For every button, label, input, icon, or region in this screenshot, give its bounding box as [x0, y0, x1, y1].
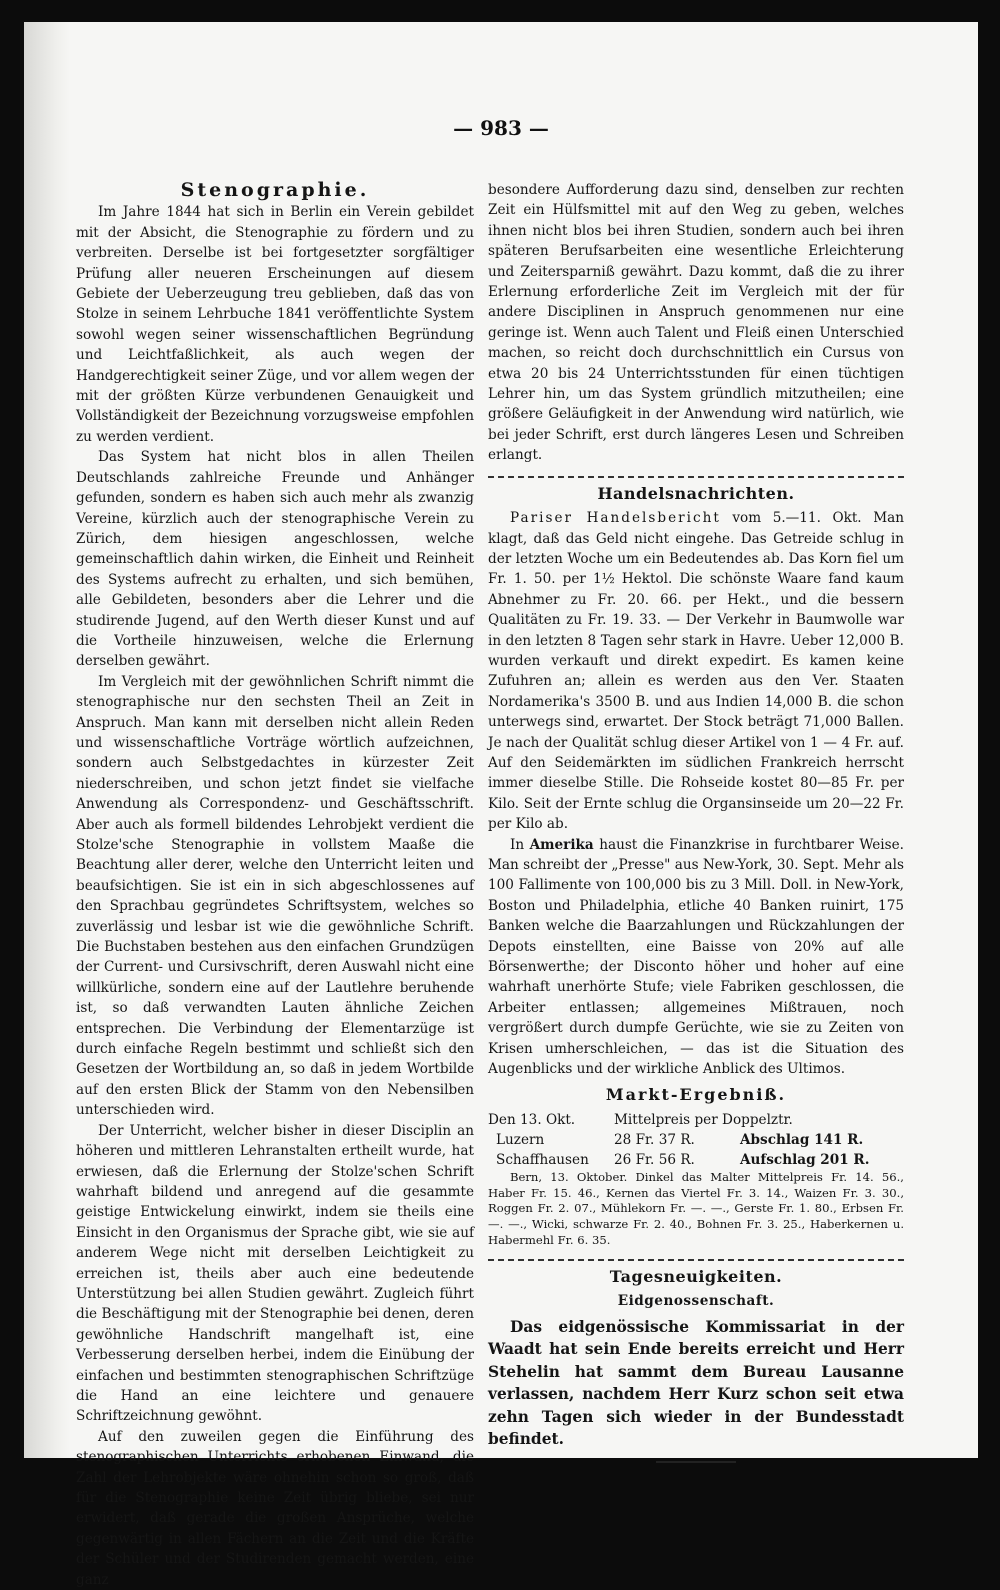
section-title-stenographie: Stenographie.	[180, 179, 370, 201]
market-table	[488, 1110, 904, 1170]
left-column	[76, 180, 474, 1590]
market-change: Aufschlag 201 R.	[740, 1151, 870, 1168]
paragraph: Im Vergleich mit der gewöhnlichen Schrift nimmt die stenographische nur den sechsten Theil an Zeit in Anspruch. Man kann mit derselben nicht allein Reden und wissenschaftliche Vorträge wörtlich aufzeichnen, sondern auch Selbstgedachtes in kürzester Zeit niederschreiben, und schon jetzt findet sie vielfache Anwendung als Correspondenz- und Geschäftsschrift. Aber auch als formell bildendes Lehrobjekt verdient die Stolze'sche Stenographie in vollstem Maaße die Beachtung aller derer, welche den Unterricht leiten und beaufsichtigen. Sie ist ein in sich abgeschlossenes auf den Sprachbau gegründetes Schriftsystem, welches so zuverlässig und lesbar ist wie die gewöhnliche Schrift. Die Buchstaben bestehen aus den einfachen Grundzügen der Current- und Cursivschrift, deren Auswahl nicht eine willkürliche, sondern eine auf der Lautlehre beruhende ist, so daß verwandten Lauten ähnliche Zeichen entsprechen. Die Verbindung der Elementarzüge ist durch einfache Regeln bestimmt und schließt sich den Gesetzen der Wortbildung an, so daß in jedem Wortbilde auf den ersten Blick der Stamm von den Nebensilben unterschieden wird.	[76, 673, 474, 1119]
page-number: — 983 —	[453, 116, 549, 140]
market-price: 26 Fr. 56 R.	[614, 1151, 695, 1168]
market-change: Abschlag 141 R.	[740, 1131, 864, 1148]
paragraph: Auf den zuweilen gegen die Einführung des stenographischen Unterrichts erhobenen Einwand, die Zahl der Lehrobjekte wäre ohnehin schon so groß, daß für die Stenographie keine Zeit übrig bliebe, sei nur erwidert, daß gerade die großen Ansprüche, welche gegenwärtig in allen Fächern an die Zeit und die Kräfte der Schüler und der Studirenden gemacht werden, eine ganz	[76, 1428, 474, 1588]
market-place: Schaffhausen	[496, 1151, 589, 1168]
market-price: 28 Fr. 37 R.	[614, 1131, 695, 1148]
amerika-pre: In	[510, 836, 525, 853]
market-date: Den 13. Okt.	[488, 1111, 576, 1128]
table-row	[488, 1150, 904, 1170]
market-results-title: Markt-Ergebniß.	[605, 1085, 787, 1105]
news-item-eidgenossenschaft: Das eidgenössische Kommissariat in der Waadt hat sein Ende bereits erreicht und Herr Stehelin hat sammt dem Bureau Lausanne verlassen, nachdem Herr Kurz schon seit etwa zehn Tagen sich wieder in der Bundesstadt befindet.	[488, 1317, 904, 1449]
section-title-handelsnachrichten: Handelsnachrichten.	[597, 483, 795, 503]
paragraph: Im Jahre 1844 hat sich in Berlin ein Verein gebildet mit der Absicht, die Stenographie zu fördern und zu verbreiten. Derselbe ist bei fortgesetzter sorgfältiger Prüfung aller neueren Erscheinungen auf diesem Gebiete der Ueberzeugung treu geblieben, daß das von Stolze in seinem Lehrbuche 1841 veröffentlichte System sowohl wegen seiner wissenschaftlichen Begründung und Leichtfaßlichkeit, als auch wegen der Handgerechtigkeit seiner Züge, und vor allem wegen der mit der größten Kürze verbundenen Genauigkeit und Vollständigkeit der Bezeichnung vorzugsweise empfohlen zu werden verdient.	[76, 204, 474, 445]
bern-market-report: Bern, 13. Oktober. Dinkel das Malter Mittelpreis Fr. 14. 56., Haber Fr. 15. 46., Kernen das Viertel Fr. 3. 14., Waizen Fr. 3. 30., Roggen Fr. 2. 07., Mühlekorn Fr. —. —., Gerste Fr. 1. 80., Erbsen Fr. —. —., Wicki, schwarze Fr. 2. 40., Bohnen Fr. 3. 25., Haberkernen u. Habermehl Fr. 6. 35.	[488, 1169, 904, 1248]
amerika-report	[488, 835, 904, 1080]
table-row	[488, 1130, 904, 1150]
paris-report-text: vom 5.—11. Okt. Man klagt, daß das Geld nicht eingehe. Das Getreide schlug in der letzten Woche um ein Bedeutendes ab. Das Korn fiel um Fr. 1. 50. per 1½ Hektol. Die schönste Waare fand kaum Abnehmer zu Fr. 20. 66. per Hekt., und die bessern Qualitäten zu Fr. 19. 33. — Der Verkehr in Baumwolle war in den letzten 8 Tagen sehr stark in Havre. Ueber 12,000 B. wurden verkauft und direkt expedirt. Es kamen keine Zufuhren an; allein es werden aus den Ver. Staaten Nordamerika's 3500 B. und aus Indien 14,000 B. die schon unterwegs sind, erwartet. Der Stock beträgt 71,000 Ballen. Je nach der Qualität schlug dieser Artikel von 1 — 4 Fr. auf. Auf den Seidemärkten im südlichen Frankreich herrscht immer dieselbe Stille. Die Rohseide kostet 80—85 Fr. per Kilo. Seit der Ernte schlug die Organsinseide um 20—22 Fr. per Kilo ab.	[488, 510, 904, 833]
continued-paragraph: besondere Aufforderung dazu sind, denselben zur rechten Zeit ein Hülfsmittel mit auf den Weg zu geben, welches ihnen nicht blos bei ihren Studien, sondern auch bei ihren späteren Berufsarbeiten eine wesentliche Erleichterung und Zeitersparniß gewährt. Dazu kommt, daß die zu ihrer Erlernung erforderliche Zeit im Vergleich mit der für andere Disciplinen in Anspruch genommenen nur eine geringe ist. Wenn auch Talent und Fleiß einen Unterschied machen, so reicht doch durchschnittlich ein Cursus von etwa 20 bis 24 Unterrichtsstunden für einen tüchtigen Lehrer hin, um das System gründlich mitzutheilen; eine größere Geläufigkeit in der Anwendung wird natürlich, wie bei jeder Schrift, erst durch längeres Lesen und Schreiben erlangt.	[488, 182, 904, 464]
market-caption: Mittelpreis per Doppelztr.	[614, 1111, 793, 1128]
market-place: Luzern	[496, 1131, 545, 1148]
paris-report-lead: Pariser Handelsbericht	[510, 510, 721, 527]
paragraph: Der Unterricht, welcher bisher in dieser Disciplin an höheren und mittleren Lehranstalten ertheilt wurde, hat erwiesen, daß die Erlernung der Stolze'schen Schrift wahrhaft bildend und anregend auf die gesammte geistige Entwickelung einwirkt, indem sie theils eine Einsicht in den Organismus der Sprache gibt, wie sie auf anderem Wege nicht mit derselben Leichtigkeit zu erreichen ist, theils aber auch eine bedeutende Unterstützung bei allen Studien gewährt. Zugleich führt die Beschäftigung mit der Stenographie bei denen, deren gewöhnliche Handschrift mangelhaft ist, eine Verbesserung derselben herbei, indem die Einübung der einfachen und bestimmten stenographischen Schriftzüge die Hand an eine leichtere und genauere Schriftzeichnung gewöhnt.	[76, 1122, 474, 1425]
section-divider	[488, 476, 904, 478]
section-title-tagesneuigkeiten: Tagesneuigkeiten.	[609, 1266, 783, 1286]
paris-report	[488, 508, 904, 835]
section-divider	[488, 1259, 904, 1261]
end-rule	[656, 1461, 736, 1463]
amerika-text: haust die Finanzkrise in furchtbarer Weise. Man schreibt der „Presse" aus New-York, 30. Sept. Mehr als 100 Fallimente von 100,000 bis zu 3 Mill. Doll. in New-York, Boston und Philadelphia, etliche 40 Banken ruinirt, 175 Banken welche die Baarzahlungen und Rückzahlungen der Depots einstellten, eine Baisse von 20% auf alle Börsenwerthe; der Disconto höher und hoher auf eine wahrhaft unerhörte Stufe; viele Fabriken geschlossen, die Arbeiter entlassen; allgemeines Mißtrauen, noch vergrößert durch dumpfe Gerüchte, wie sie zu Zeiten von Krisen umherschleichen, — das ist die Situation des Augenblicks und der wirkliche Anblick des Ultimos.	[488, 836, 904, 1078]
right-column	[488, 180, 904, 1463]
amerika-keyword: Amerika	[529, 836, 594, 853]
market-table-header	[488, 1110, 904, 1130]
paragraph: Das System hat nicht blos in allen Theilen Deutschlands zahlreiche Freunde und Anhänger gefunden, sondern es haben sich auch mehr als zwanzig Vereine, kürzlich auch der stenographische Verein zu Zürich, dem hiesigen angeschlossen, welche gemeinschaftlich dahin wirken, die Einheit und Reinheit des Systems aufrecht zu erhalten, und sich bemühen, alle Gebildeten, besonders aber die Lehrer und die studirende Jugend, auf den Werth dieser Kunst und auf die Vortheile hinzuweisen, welche die Erlernung derselben gewährt.	[76, 449, 474, 670]
newspaper-page	[24, 22, 978, 1588]
section-title-eidgenossenschaft: Eidgenossenschaft.	[617, 1293, 775, 1310]
page-binding-shadow	[24, 22, 70, 1458]
